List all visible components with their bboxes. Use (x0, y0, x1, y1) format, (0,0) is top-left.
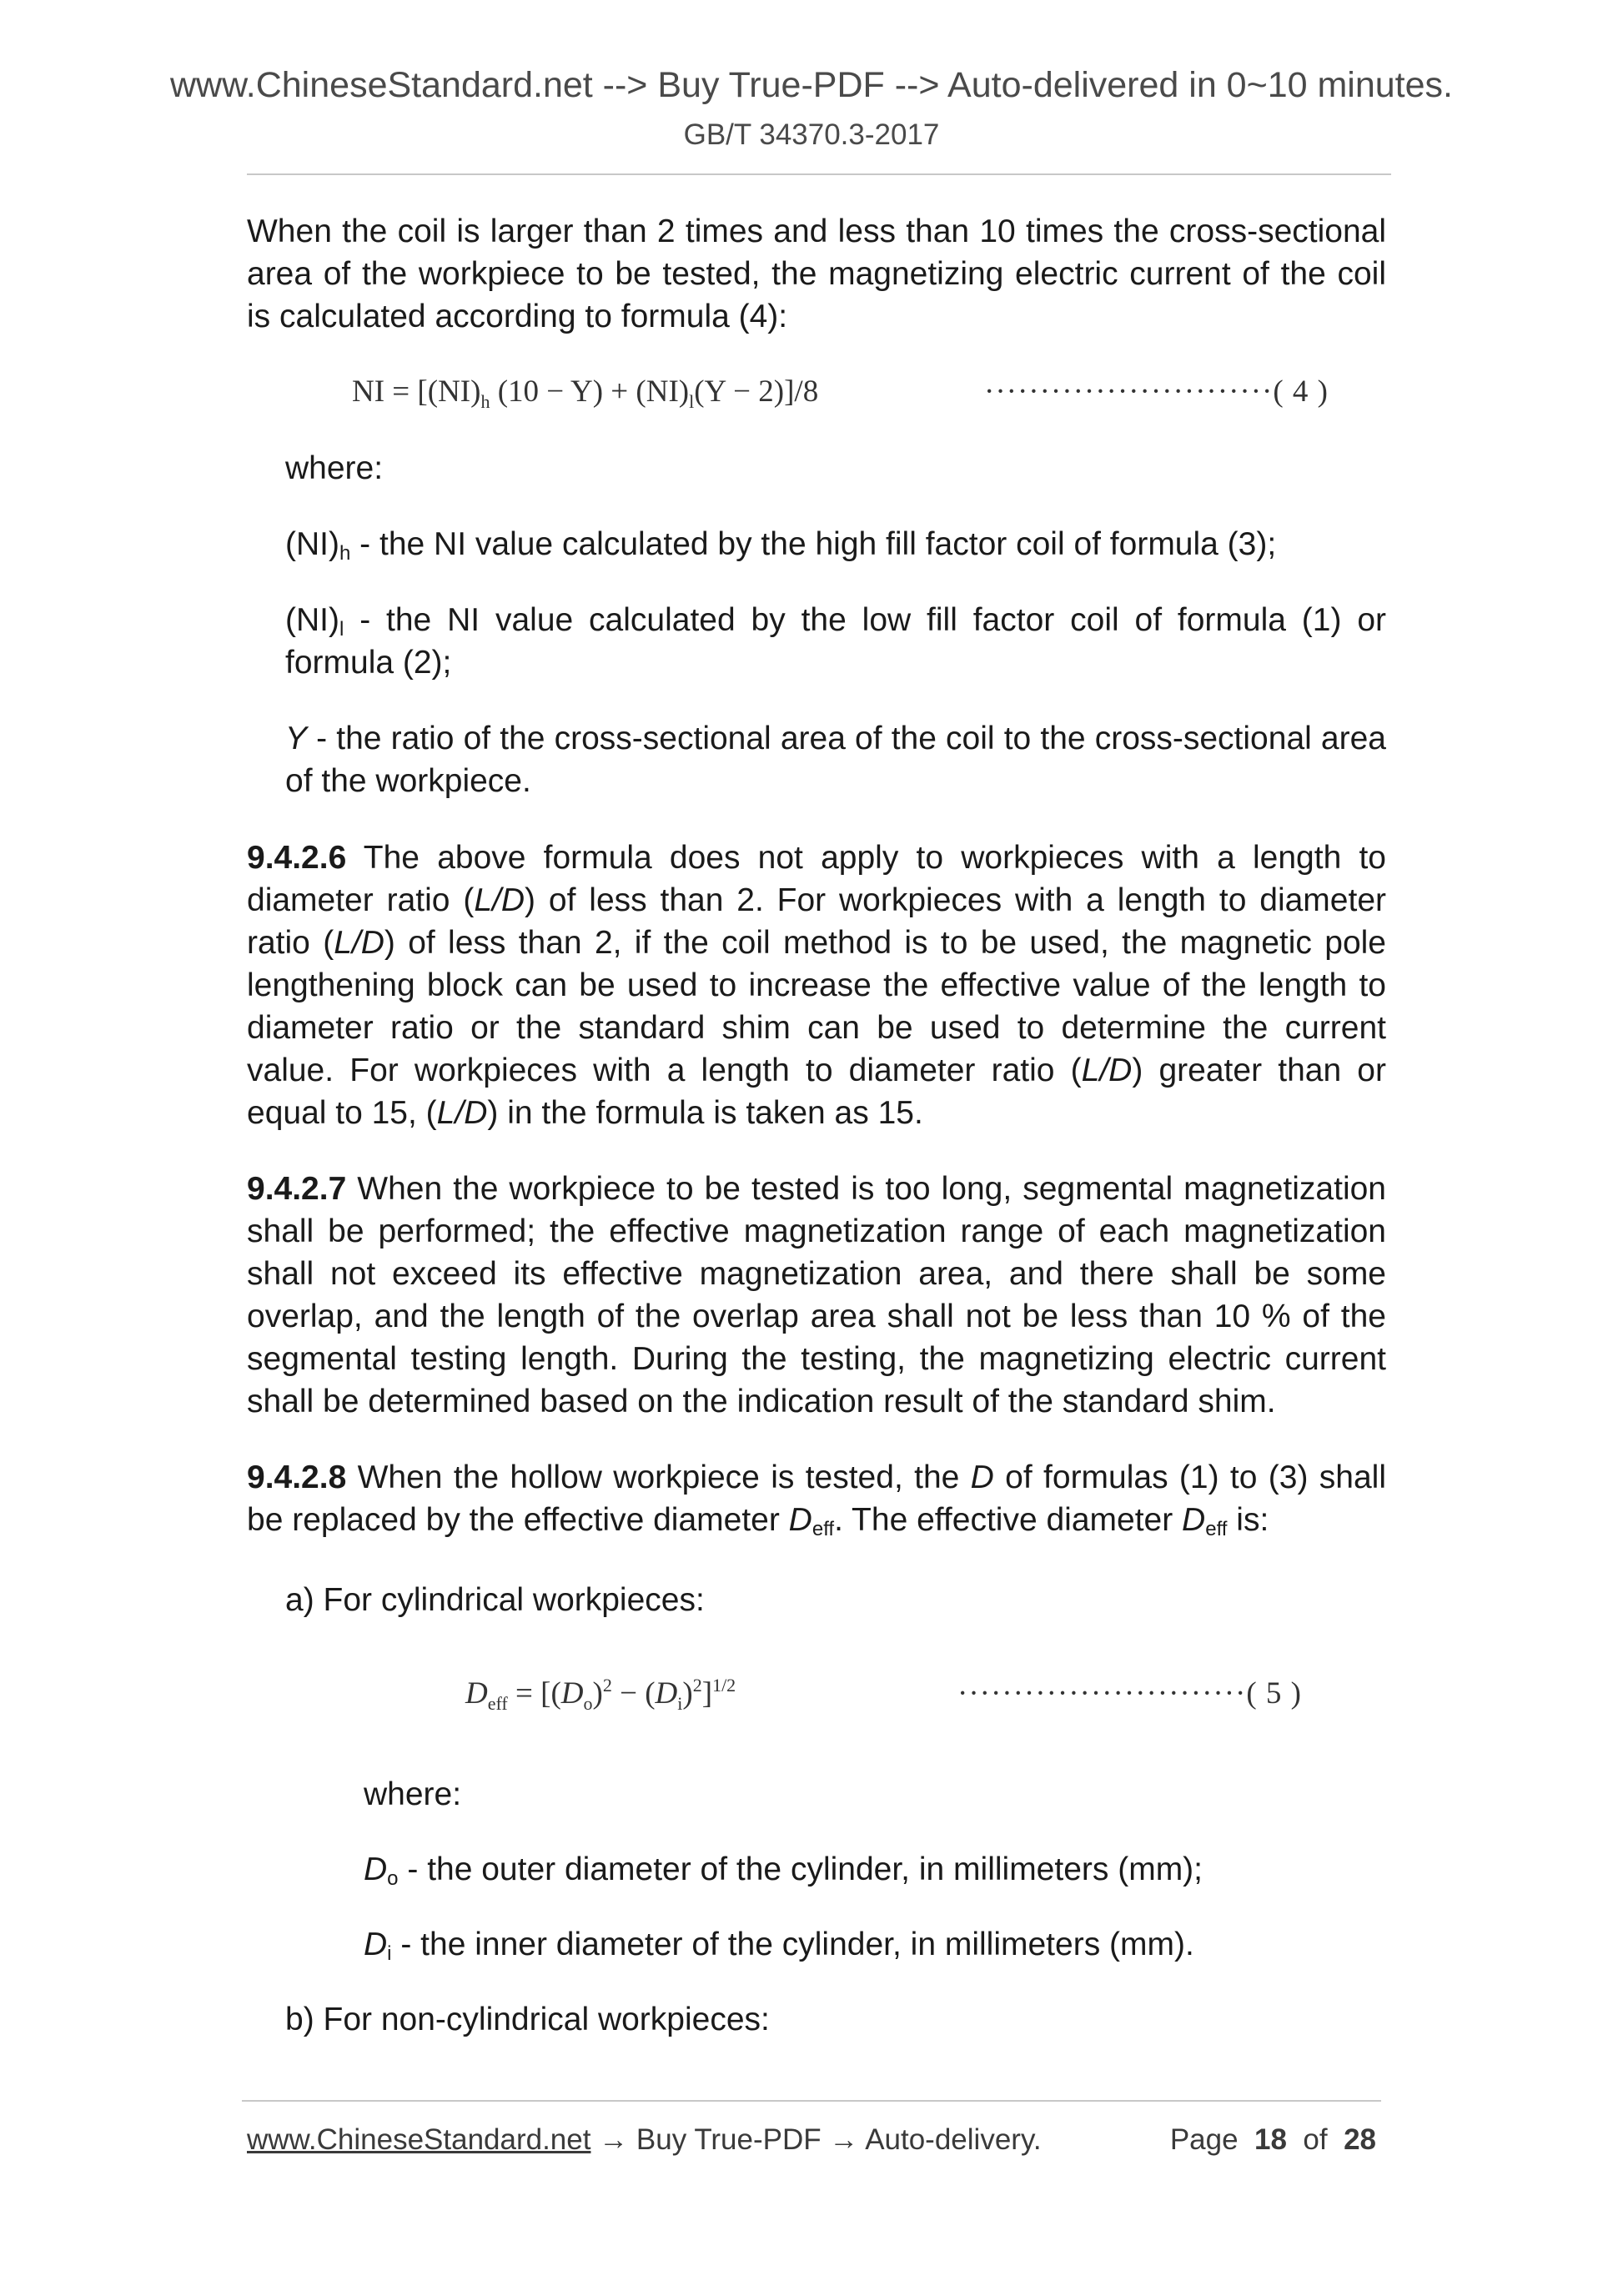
footer-left: www.ChineseStandard.net → Buy True-PDF → Auto-delivery. (247, 2123, 1042, 2156)
clause-9-4-2-6: 9.4.2.6 The above formula does not apply to workpieces with a length to diameter ratio (L/D) of less than 2. For workpieces with a length to diameter ratio (L/D) of less than 2, if the coil method is to be used, the magnetic pole lengthening block can be used to increase the effective value of the length to diameter ratio or the standard shim can be used to determine the current value. For workpieces with a length to diameter ratio (L/D) greater than or equal to 15, (L/D) in the formula is taken as 15. (247, 840, 1386, 1131)
definition-y: Y - the ratio of the cross-sectional area of the coil to the cross-sectional area of the workpiece. (285, 721, 1386, 799)
clause-9-4-2-7: 9.4.2.7 When the workpiece to be tested is too long, segmental magnetization shall be performed; the effective magnetization range of each magnetization shall not exceed its effective magnetization area, and there shall be some overlap, and the length of the overlap area shall not be less than 10 % of the segmental testing length. During the testing, the magnetizing electric current shall be determined based on the indication result of the standard shim. (247, 1171, 1386, 1419)
definition-nih: $(NI)_h$ - the NI value calculated by the high fill factor coil of formula (3); (285, 526, 1277, 565)
header-rule (247, 173, 1391, 175)
list-item-b: b) For non-cylindrical workpieces: (285, 2002, 770, 2037)
footer-link[interactable]: www.ChineseStandard.net (247, 2123, 591, 2156)
standard-code: GB/T 34370.3-2017 (683, 118, 940, 151)
arrow-icon: → (821, 2123, 866, 2156)
definition-di: $D_i$ - the inner diameter of the cylinder, in millimeters (mm). (364, 1927, 1194, 1965)
clause-9-4-2-8: 9.4.2.8 When the hollow workpiece is tested, the D of formulas (1) to (3) shall be replaced by the effective diameter $D_{eff}$. The effective diameter $D_{eff}$ is: (247, 1459, 1386, 1540)
formula-5: $D_{eff} = [(D_o)^2 - (D_i)^2]^{1/2}$ (465, 1675, 736, 1714)
footer-rule (242, 2100, 1381, 2102)
intro-paragraph: When the coil is larger than 2 times and less than 10 times the cross-sectional area of the workpiece to be tested, the magnetizing electric current of the coil is calculated according to formula (4): (247, 214, 1386, 334)
list-item-a: a) For cylindrical workpieces: (285, 1582, 705, 1618)
formula-4: NI = [$(NI)_h$ $(10 - Y) + (NI)_l(Y - 2)]/8$ (352, 374, 819, 412)
formula-4-leader: ··························( 4 ) (984, 374, 1329, 409)
definition-do: $D_o$ - the outer diameter of the cylinder, in millimeters (mm); (364, 1851, 1203, 1890)
page-indicator: Page 18 of 28 (1169, 2123, 1376, 2156)
definition-nil: $(NI)_l$ - the NI value calculated by the low fill factor coil of formula (1) or formula (2); (285, 602, 1386, 681)
header-banner: www.ChineseStandard.net --> Buy True-PDF --> Auto-delivered in 0~10 minutes. (169, 65, 1453, 105)
where-label-2: where: (364, 1776, 462, 1812)
formula-5-leader: ··························( 5 ) (957, 1676, 1303, 1711)
where-label-1: where: (285, 450, 384, 486)
arrow-icon: → (590, 2123, 636, 2156)
